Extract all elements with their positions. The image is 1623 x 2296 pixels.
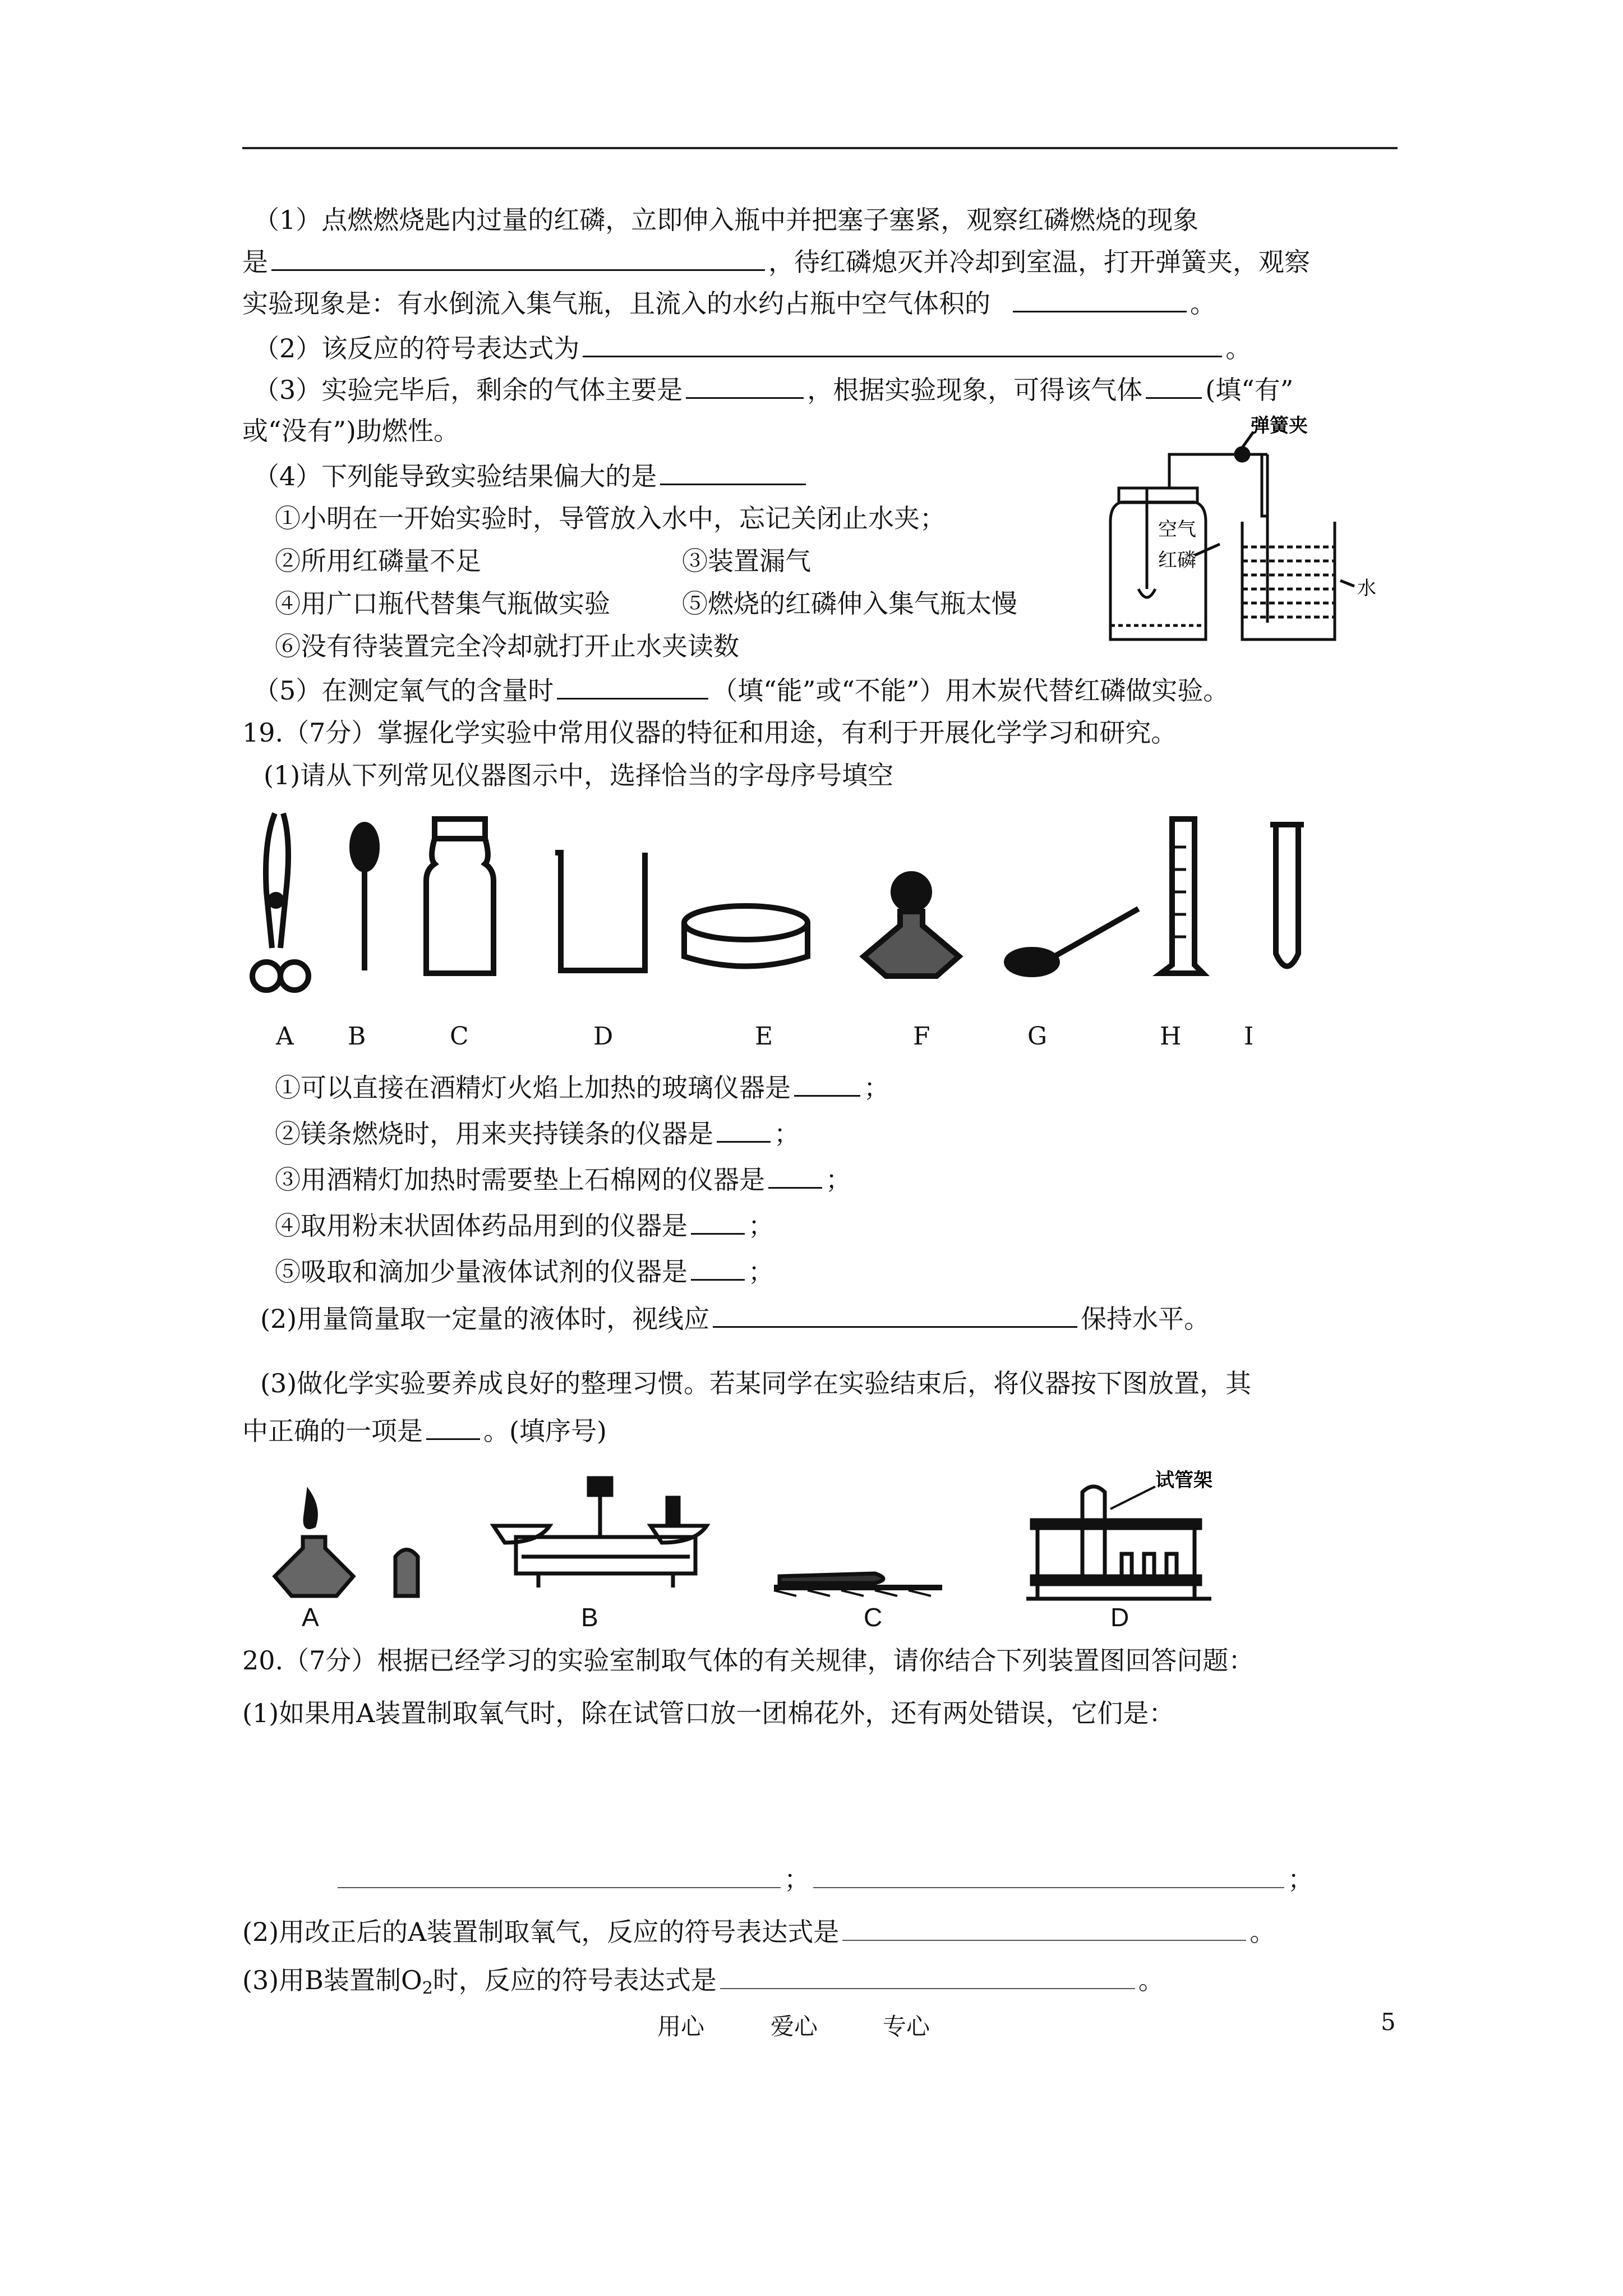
- instruments-figure: [241, 808, 1352, 1004]
- instrument-letter: D: [593, 1022, 614, 1051]
- red-phosphorus-label: 红磷: [1158, 550, 1196, 571]
- test-tube-on-table-icon: [774, 1573, 942, 1596]
- lamp-and-cap-icon: [275, 1492, 418, 1596]
- q19-sub5: ⑤吸取和滴加少量液体试剂的仪器是 ；: [275, 1254, 774, 1289]
- q18-option-6: ⑥没有待装置完全冷却就打开止水夹读数: [275, 631, 739, 661]
- answer-blank[interactable]: [794, 1070, 860, 1097]
- answer-blank[interactable]: [1013, 286, 1187, 312]
- q19-sub3: ③用酒精灯加热时需要垫上石棉网的仪器是 ；: [275, 1162, 851, 1197]
- header-rule: [242, 147, 1398, 149]
- instrument-letter: I: [1244, 1022, 1254, 1051]
- q18-part1-line1: （1）点燃燃烧匙内过量的红磷，立即伸入瓶中并把塞子塞紧，观察红磷燃烧的现象: [253, 205, 1199, 235]
- q20-part2: (2)用改正后的A装置制取氧气，反应的符号表达式是 。: [242, 1915, 1275, 1949]
- q20-title: 20.（7分）根据已经学习的实验室制取气体的有关规律，请你结合下列装置图回答问题：: [242, 1645, 1255, 1676]
- instrument-letter: H: [1160, 1022, 1182, 1051]
- crucible-tongs-icon: [252, 813, 308, 990]
- answer-blank[interactable]: [583, 331, 1222, 357]
- placement-letter-a: A: [302, 1603, 319, 1632]
- placement-letter-d: D: [1110, 1603, 1129, 1632]
- answer-blank[interactable]: [271, 245, 765, 271]
- q19-sub1: ①可以直接在酒精灯火焰上加热的玻璃仪器是 ；: [275, 1070, 889, 1105]
- oxygen-apparatus-figure: [1099, 415, 1413, 651]
- instrument-letter: G: [1027, 1022, 1048, 1051]
- answer-blank[interactable]: [813, 1862, 1284, 1888]
- answer-blank[interactable]: [717, 1116, 771, 1143]
- q18-part2: （2）该反应的符号表达式为 。: [253, 331, 1251, 365]
- footer-motto-2: 爱心: [771, 2013, 818, 2040]
- q20-part1: (1)如果用A装置制取氧气时，除在试管口放一团棉花外，还有两处错误，它们是：: [242, 1698, 1175, 1728]
- instrument-letter: C: [450, 1022, 469, 1051]
- water-label: 水: [1357, 578, 1376, 599]
- q18-option-5: ⑤燃烧的红磷伸入集气瓶太慢: [682, 588, 1017, 619]
- q20-part1-answers: ； ；: [334, 1862, 1313, 1896]
- air-label: 空气: [1158, 519, 1196, 540]
- q19-part3-line2: 中正确的一项是 。(填序号): [242, 1414, 607, 1448]
- balance-scale-icon: [494, 1478, 707, 1588]
- beaker-icon: [555, 853, 645, 970]
- page-number: 5: [1381, 2008, 1396, 2036]
- answer-blank[interactable]: [768, 1162, 822, 1189]
- answer-blank[interactable]: [691, 1254, 745, 1281]
- rack-label: 试管架: [1155, 1470, 1212, 1491]
- answer-blank[interactable]: [426, 1414, 480, 1440]
- answer-blank[interactable]: [713, 1301, 1077, 1328]
- placement-letter-b: B: [581, 1603, 598, 1632]
- answer-blank[interactable]: [338, 1862, 781, 1888]
- q19-sub4: ④取用粉末状固体药品用到的仪器是 ；: [275, 1208, 774, 1243]
- answer-blank[interactable]: [557, 673, 708, 700]
- wide-mouth-bottle-icon: [426, 819, 494, 973]
- instrument-letter: E: [755, 1022, 773, 1051]
- q19-title: 19.（7分）掌握化学实验中常用仪器的特征和用途，有利于开展化学学习和研究。: [242, 717, 1177, 748]
- placement-figure: [258, 1464, 1256, 1610]
- q18-part1-line2: 是 ，待红磷熄灭并冷却到室温，打开弹簧夹，观察: [242, 245, 1310, 279]
- q18-part3-line1: （3）实验完毕后，剩余的气体主要是 ，根据实验现象，可得该气体 (填“有”: [253, 372, 1293, 407]
- q20-part3: (3)用B装置制$O_2$时，反应的符号表达式是 。: [242, 1963, 1164, 2005]
- spring-clip-label: 弹簧夹: [1251, 415, 1308, 436]
- instrument-letter: B: [348, 1022, 366, 1051]
- q18-part1-line3: 实验现象是：有水倒流入集气瓶，且流入的水约占瓶中空气体积的 。: [242, 286, 1216, 320]
- answer-blank[interactable]: [686, 372, 804, 399]
- q18-part4: （4）下列能导致实验结果偏大的是: [253, 459, 809, 493]
- q18-part5: （5）在测定氧气的含量时 （填“能”或“不能”）用木炭代替红磷做实验。: [253, 673, 1229, 707]
- instrument-letter: A: [276, 1022, 294, 1051]
- footer-motto-3: 专心: [883, 2013, 930, 2040]
- evaporating-dish-icon: [684, 906, 808, 967]
- dropper-icon: [352, 825, 377, 970]
- instrument-letter: F: [913, 1022, 930, 1051]
- graduated-cylinder-icon: [1161, 819, 1203, 973]
- answer-blank[interactable]: [691, 1208, 745, 1235]
- medicine-spoon-icon: [1007, 909, 1138, 974]
- instrument-letters: [0, 1022, 1623, 1056]
- q18-option-2: ②所用红磷量不足: [275, 546, 481, 576]
- answer-blank[interactable]: [660, 459, 806, 485]
- q18-option-1: ①小明在一开始实验时，导管放入水中，忘记关闭止水夹；: [275, 503, 946, 533]
- q18-part3-line2: 或“没有”)助燃性。: [242, 416, 459, 446]
- q19-part2: (2)用量筒量取一定量的液体时，视线应 保持水平。: [260, 1301, 1210, 1336]
- footer-motto-1: 用心: [657, 2013, 705, 2040]
- q19-part1: (1)请从下列常见仪器图示中，选择恰当的字母序号填空: [264, 760, 894, 790]
- q18-option-3: ③装置漏气: [682, 546, 811, 576]
- test-tube-icon: [1270, 825, 1304, 967]
- q18-option-4: ④用广口瓶代替集气瓶做实验: [275, 588, 610, 619]
- alcohol-lamp-icon: [864, 874, 959, 976]
- test-tube-rack-icon: [1026, 1487, 1211, 1599]
- answer-blank[interactable]: [842, 1915, 1246, 1941]
- q19-sub2: ②镁条燃烧时，用来夹持镁条的仪器是 ；: [275, 1116, 800, 1151]
- answer-blank[interactable]: [1146, 372, 1202, 399]
- placement-letter-c: C: [864, 1603, 883, 1632]
- answer-blank[interactable]: [720, 1963, 1135, 1989]
- q19-part3-line1: (3)做化学实验要养成良好的整理习惯。若某同学在实验结束后，将仪器按下图放置，其: [260, 1368, 1252, 1398]
